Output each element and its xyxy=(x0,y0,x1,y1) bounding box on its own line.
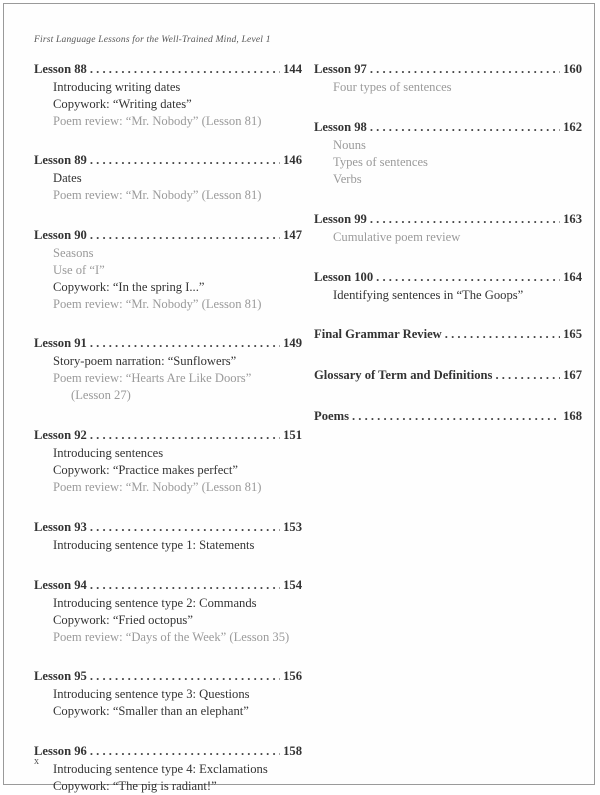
toc-entry-page: 160 xyxy=(563,62,582,76)
toc-subitem: Nouns xyxy=(333,138,366,152)
toc-entry-page: 168 xyxy=(563,409,582,423)
toc-entry-title: Lesson 92 xyxy=(34,428,87,442)
toc-entry-heading xyxy=(314,270,582,287)
dot-leader xyxy=(370,62,560,77)
toc-entry xyxy=(34,520,302,554)
toc-subitem: Introducing sentence type 3: Questions xyxy=(53,687,250,701)
toc-subitem: Introducing sentence type 2: Commands xyxy=(53,596,257,610)
toc-entry-page: 147 xyxy=(283,228,302,242)
toc-entry-heading xyxy=(34,744,302,761)
toc-entry-heading xyxy=(314,368,582,385)
page-number: x xyxy=(34,756,39,767)
dot-leader xyxy=(376,270,560,285)
toc-subitem: Copywork: “Fried octopus” xyxy=(53,613,193,627)
toc-right-column xyxy=(314,62,582,426)
toc-entry-title: Lesson 93 xyxy=(34,520,87,534)
toc-entry xyxy=(314,62,582,96)
toc-entry-heading xyxy=(34,336,302,353)
dot-leader xyxy=(352,409,560,424)
toc-entry xyxy=(314,368,582,385)
dot-leader xyxy=(90,744,280,759)
toc-entry-page: 164 xyxy=(563,270,582,284)
toc-subitem: Copywork: “Writing dates” xyxy=(53,97,192,111)
toc-entry xyxy=(314,120,582,188)
toc-subitem: (Lesson 27) xyxy=(71,388,131,402)
toc-subitem: Four types of sentences xyxy=(333,80,452,94)
toc-subitem: Copywork: “Practice makes perfect” xyxy=(53,463,238,477)
dot-leader xyxy=(90,669,280,684)
dot-leader xyxy=(90,62,280,77)
toc-entry-page: 158 xyxy=(283,744,302,758)
page xyxy=(3,3,595,793)
toc-entry-heading xyxy=(34,228,302,245)
dot-leader xyxy=(370,120,560,135)
toc-entry-page: 146 xyxy=(283,153,302,167)
toc-subitem: Seasons xyxy=(53,246,94,260)
toc-entry-page: 162 xyxy=(563,120,582,134)
toc-subitem: Introducing sentence type 4: Exclamations xyxy=(53,762,268,776)
dot-leader xyxy=(90,578,280,593)
toc-entry-page: 154 xyxy=(283,578,302,592)
toc-entry xyxy=(314,212,582,246)
toc-entry-page: 151 xyxy=(283,428,302,442)
dot-leader xyxy=(370,212,560,227)
toc-entry xyxy=(34,669,302,720)
toc-entry-page: 165 xyxy=(563,327,582,341)
toc-entry-title: Lesson 96 xyxy=(34,744,87,758)
toc-entry-page: 153 xyxy=(283,520,302,534)
toc-subitem: Poem review: “Mr. Nobody” (Lesson 81) xyxy=(53,480,262,494)
toc-entry xyxy=(34,428,302,496)
toc-entry-title: Poems xyxy=(314,409,349,423)
toc-subitem: Introducing sentences xyxy=(53,446,164,460)
toc-entry-heading xyxy=(34,578,302,595)
toc-subitem: Copywork: “Smaller than an elephant” xyxy=(53,704,249,718)
dot-leader xyxy=(90,428,280,443)
toc-subitem: Story-poem narration: “Sunflowers” xyxy=(53,354,237,368)
dot-leader xyxy=(495,368,560,383)
toc-entry xyxy=(34,153,302,204)
toc-entry-heading xyxy=(34,669,302,686)
toc-entry-title: Lesson 95 xyxy=(34,669,87,683)
toc-entry-title: Final Grammar Review xyxy=(314,327,442,341)
toc-subitem: Cumulative poem review xyxy=(333,230,461,244)
toc-entry-title: Lesson 97 xyxy=(314,62,367,76)
toc-entry xyxy=(34,744,302,795)
toc-entry-page: 167 xyxy=(563,368,582,382)
toc-entry-title: Lesson 90 xyxy=(34,228,87,242)
toc-subitem: Poem review: “Hearts Are Like Doors” xyxy=(53,371,252,385)
toc-subitem: Poem review: “Mr. Nobody” (Lesson 81) xyxy=(53,188,262,202)
toc-entry-heading xyxy=(34,62,302,79)
toc-entry-heading xyxy=(34,428,302,445)
toc-entry xyxy=(34,62,302,130)
toc-entry-heading xyxy=(34,153,302,170)
toc-subitem: Copywork: “In the spring I...” xyxy=(53,280,205,294)
dot-leader xyxy=(90,228,280,243)
toc-subitem: Identifying sentences in “The Goops” xyxy=(333,288,524,302)
toc-subitem: Poem review: “Mr. Nobody” (Lesson 81) xyxy=(53,297,262,311)
toc-entry-page: 149 xyxy=(283,336,302,350)
toc-entry-title: Lesson 99 xyxy=(314,212,367,226)
toc-entry-heading xyxy=(314,120,582,137)
toc-subitem: Types of sentences xyxy=(333,155,428,169)
toc-entry xyxy=(314,327,582,344)
dot-leader xyxy=(445,327,560,342)
dot-leader xyxy=(90,520,280,535)
toc-entry xyxy=(314,409,582,426)
toc-entry-title: Lesson 98 xyxy=(314,120,367,134)
toc-entry-heading xyxy=(34,520,302,537)
toc-entry-title: Lesson 88 xyxy=(34,62,87,76)
toc-subitem: Poem review: “Mr. Nobody” (Lesson 81) xyxy=(53,114,262,128)
toc-entry-page: 156 xyxy=(283,669,302,683)
toc-subitem: Introducing writing dates xyxy=(53,80,181,94)
toc-entry-heading xyxy=(314,62,582,79)
dot-leader xyxy=(90,336,280,351)
toc-entry-title: Lesson 94 xyxy=(34,578,87,592)
toc-entry-heading xyxy=(314,212,582,229)
toc-left-column xyxy=(34,62,302,795)
toc-subitem: Verbs xyxy=(333,172,362,186)
toc-entry-title: Lesson 100 xyxy=(314,270,374,284)
toc-entry-heading xyxy=(314,409,582,426)
toc-entry xyxy=(314,270,582,304)
toc-entry-heading xyxy=(314,327,582,344)
running-head: First Language Lessons for the Well-Trained Mind, Level 1 xyxy=(34,35,271,45)
dot-leader xyxy=(90,153,280,168)
toc-entry xyxy=(34,336,302,404)
toc-entry-page: 163 xyxy=(563,212,582,226)
toc-subitem: Poem review: “Days of the Week” (Lesson 35) xyxy=(53,630,290,644)
toc-entry xyxy=(34,228,302,313)
toc-entry-title: Lesson 89 xyxy=(34,153,87,167)
toc-entry-page: 144 xyxy=(283,62,302,76)
toc-subitem: Introducing sentence type 1: Statements xyxy=(53,538,255,552)
toc-subitem: Dates xyxy=(53,171,82,185)
toc-subitem: Copywork: “The pig is radiant!” xyxy=(53,779,217,793)
toc-entry-title: Lesson 91 xyxy=(34,336,87,350)
toc-subitem: Use of “I” xyxy=(53,263,105,277)
toc-entry xyxy=(34,578,302,646)
toc-entry-title: Glossary of Term and Definitions xyxy=(314,368,493,382)
